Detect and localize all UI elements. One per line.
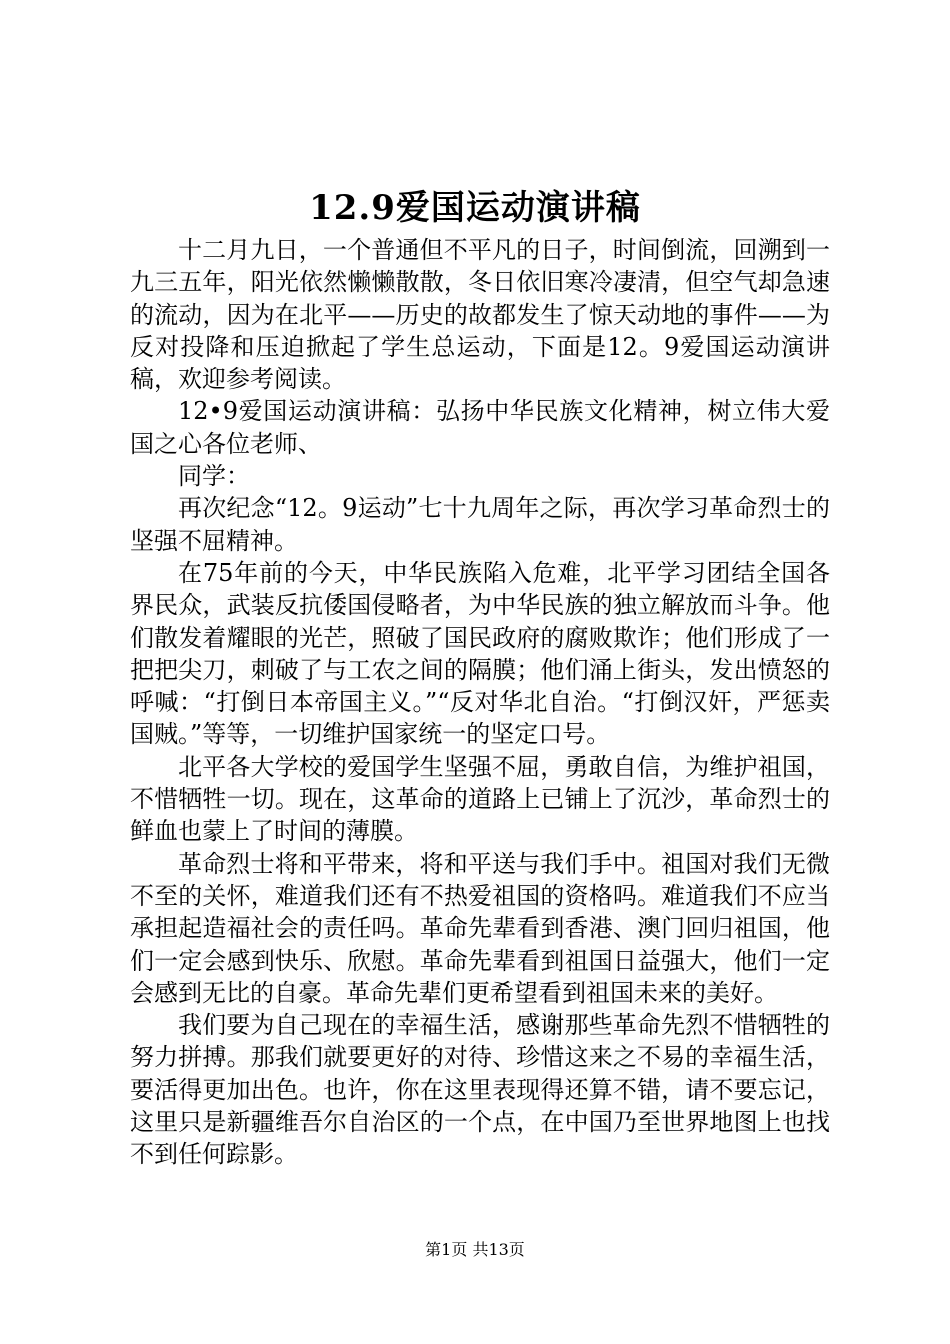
paragraph-intro: 十二月九日，一个普通但不平凡的日子，时间倒流，回溯到一九三五年，阳光依然懒懒散散，冬日依旧寒冷凄清，但空气却急速的流动，因为在北平——历史的故都发生了惊天动地的事件——为反对投降和压迫掀起了学生总运动，下面是12。9爱国运动演讲稿，欢迎参考阅读。 [130,236,830,394]
document-body [130,234,830,1171]
paragraph-greeting: 同学： [178,462,250,491]
paragraph-students: 北平各大学校的爱国学生坚强不屈，勇敢自信，为维护祖国，不惜牺牲一切。现在，这革命的道路上已铺上了沉沙，革命烈士的鲜血也蒙上了时间的薄膜。 [130,752,830,846]
paragraph-history: 在75年前的今天，中华民族陷入危难，北平学习团结全国各界民众，武装反抗倭国侵略者，为中华民族的独立解放而斗争。他们散发着耀眼的光芒，照破了国民政府的腐败欺诈；他们形成了一把把尖刀，刺破了与工农之间的隔膜；他们涌上街头，发出愤怒的呼喊：“打倒日本帝国主义。”“反对华北自治。“打倒汉奸，严惩卖国贼。”等等，一切维护国家统一的坚定口号。 [130,558,830,749]
paragraph-peace: 革命烈士将和平带来，将和平送与我们手中。祖国对我们无微不至的关怀，难道我们还有不热爱祖国的资格吗。难道我们不应当承担起造福社会的责任吗。革命先辈看到香港、澳门回归祖国，他们一定会感到快乐、欣慰。革命先辈看到祖国日益强大，他们一定会感到无比的自豪。革命先辈们更希望看到祖国未来的美好。 [130,849,830,1007]
paragraph-gratitude: 我们要为自己现在的幸福生活，感谢那些革命先烈不惜牺牲的努力拼搏。那我们就要更好的对待、珍惜这来之不易的幸福生活，要活得更加出色。也许，你在这里表现得还算不错，请不要忘记，这里只是新疆维吾尔自治区的一个点，在中国乃至世界地图上也找不到任何踪影。 [130,1011,830,1169]
paragraph-speech-heading: 12•9爱国运动演讲稿：弘扬中华民族文化精神，树立伟大爱国之心各位老师、 [130,397,830,458]
paragraph-commemoration: 再次纪念“12。9运动”七十九周年之际，再次学习革命烈士的坚强不屈精神。 [130,494,830,555]
page-number-footer: 第1页 共13页 [425,1240,525,1259]
document-title: 12.9爱国运动演讲稿 [309,188,641,228]
